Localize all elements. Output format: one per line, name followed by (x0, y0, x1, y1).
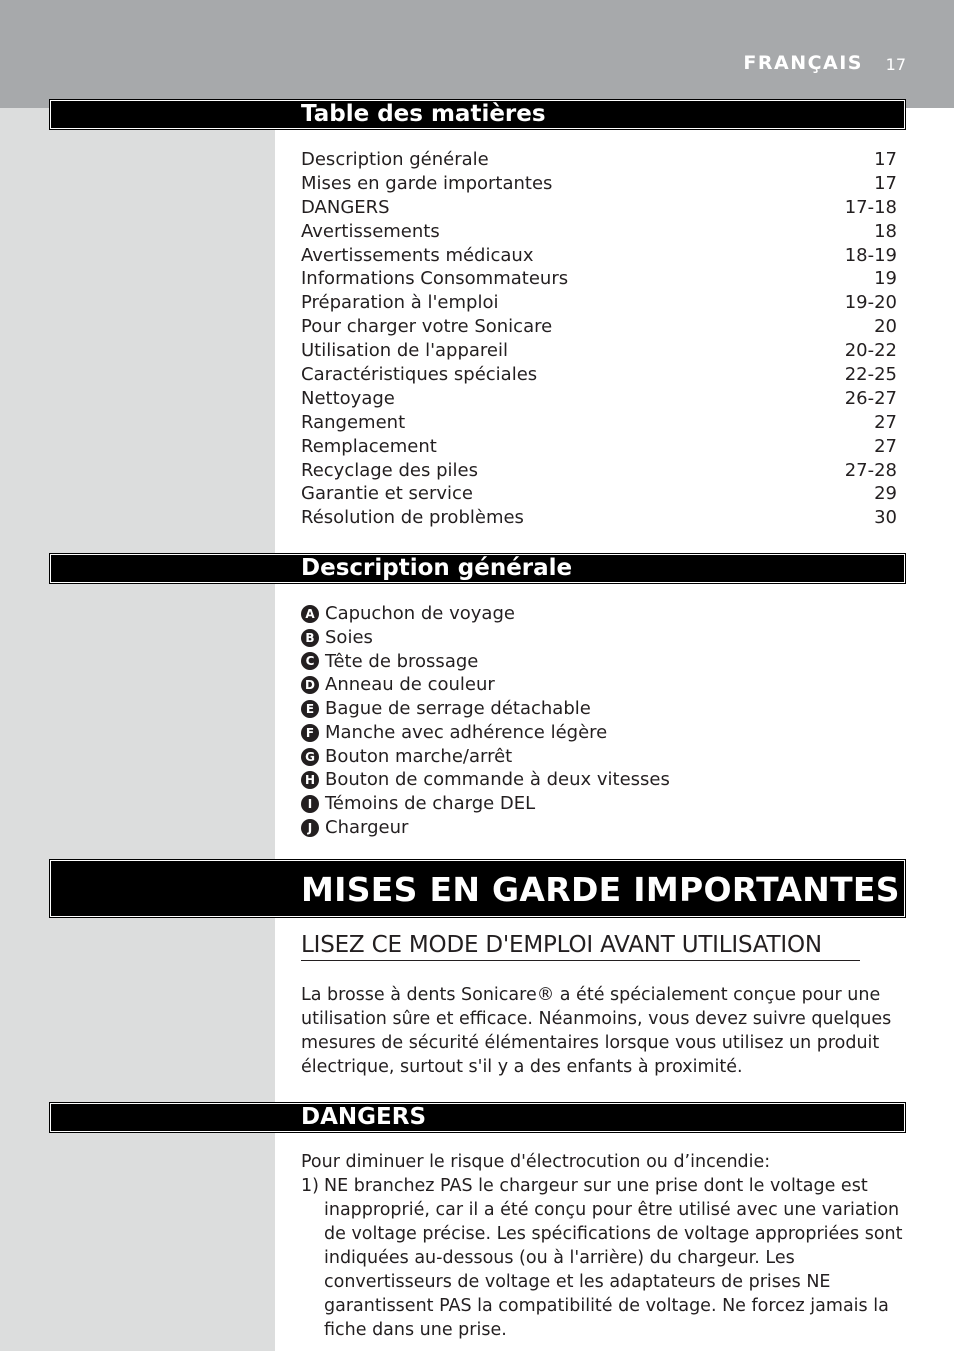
page-number: 17 (885, 55, 906, 74)
part-letter-badge: J (301, 819, 319, 837)
part-letter-badge: E (301, 700, 319, 718)
toc-entry (301, 148, 897, 172)
toc-entry-page: 17 (874, 172, 897, 194)
toc-entry-page: 27 (874, 435, 897, 457)
toc-entry-label: Remplacement (301, 435, 437, 457)
part-label: Bague de serrage détachable (325, 698, 591, 720)
description-title: Description générale (301, 555, 573, 581)
danger-item (301, 1174, 904, 1342)
dangers-title: DANGERS (301, 1104, 427, 1130)
margin-band (0, 108, 275, 1351)
toc-entry-page: 27 (874, 411, 897, 433)
part-letter-badge: F (301, 724, 319, 742)
read-manual-heading: LISEZ CE MODE D'EMPLOI AVANT UTILISATION (301, 930, 860, 961)
toc-entry-page: 26-27 (844, 387, 897, 409)
toc-entry-label: Recyclage des piles (301, 459, 478, 481)
language-label: FRANÇAIS (743, 52, 863, 74)
description-section-bar (50, 554, 905, 583)
danger-item-number: 1) (301, 1176, 319, 1196)
toc-entry-label: Résolution de problèmes (301, 507, 524, 529)
part-label: Capuchon de voyage (325, 602, 515, 624)
toc-entry-label: Caractéristiques spéciales (301, 364, 538, 386)
part-letter-badge: A (301, 605, 319, 623)
part-letter-badge: B (301, 629, 319, 647)
dangers-lead: Pour diminuer le risque d'électrocution ou d’incendie: (301, 1152, 771, 1172)
part-item (301, 745, 670, 769)
toc-entry-page: 27-28 (844, 459, 897, 481)
toc-entry-label: Avertissements (301, 220, 440, 242)
part-item (301, 626, 670, 650)
part-item (301, 792, 670, 816)
toc-entry-label: Nettoyage (301, 387, 395, 409)
warnings-title: MISES EN GARDE IMPORTANTES (301, 870, 900, 909)
toc-entry-page: 19 (874, 268, 897, 290)
part-label: Manche avec adhérence légère (325, 721, 608, 743)
part-item (301, 769, 670, 793)
toc-entry (301, 220, 897, 244)
toc-entry (301, 411, 897, 435)
toc-entry-page: 17 (874, 149, 897, 170)
toc-entry-label: Rangement (301, 411, 406, 433)
part-letter-badge: C (301, 652, 319, 670)
toc-entry (301, 267, 897, 291)
toc-entry-label: Mises en garde importantes (301, 172, 553, 194)
toc-entry-label: Description générale (301, 149, 489, 170)
toc-entry (301, 387, 897, 411)
toc-entry-label: Préparation à l'emploi (301, 292, 499, 314)
part-letter-badge: G (301, 748, 319, 766)
warnings-intro: La brosse à dents Sonicare® a été spécialement conçue pour une utilisation sûre et efficace. Néanmoins, vous devez suivre quelques mesures de sécurité élémentaires lorsque vous utilisez un produit électrique, surtout s'il y a des enfants à proximité. (301, 985, 892, 1077)
toc-entry (301, 435, 897, 459)
toc-entry-page: 20 (874, 316, 897, 338)
toc-entry (301, 482, 897, 506)
part-label: Soies (325, 626, 373, 648)
part-item (301, 721, 670, 745)
warnings-section-bar (50, 860, 905, 917)
toc-entry (301, 506, 897, 530)
toc-entry (301, 315, 897, 339)
part-label: Bouton marche/arrêt (325, 745, 513, 767)
part-letter-badge: D (301, 676, 319, 694)
toc-entry-page: 18 (874, 220, 897, 242)
toc-section-bar (50, 100, 905, 129)
toc-entry-label: Informations Consommateurs (301, 268, 569, 290)
part-label: Bouton de commande à deux vitesses (325, 769, 670, 791)
toc-entry (301, 291, 897, 315)
toc-list (301, 148, 897, 530)
part-letter-badge: I (301, 795, 319, 813)
part-label: Anneau de couleur (325, 674, 495, 696)
part-letter-badge: H (301, 771, 319, 789)
part-label: Tête de brossage (325, 650, 479, 672)
parts-list (301, 602, 670, 840)
toc-entry-page: 30 (874, 507, 897, 529)
part-label: Chargeur (325, 817, 409, 839)
part-item (301, 697, 670, 721)
toc-entry (301, 339, 897, 363)
toc-entry-label: Pour charger votre Sonicare (301, 316, 553, 338)
toc-entry-page: 17-18 (844, 196, 897, 218)
toc-entry-page: 29 (874, 483, 897, 505)
toc-entry-page: 19-20 (844, 292, 897, 314)
part-item (301, 673, 670, 697)
part-item (301, 816, 670, 840)
part-item (301, 602, 670, 626)
toc-entry-label: Utilisation de l'appareil (301, 340, 509, 362)
toc-entry (301, 172, 897, 196)
dangers-section-bar (50, 1103, 905, 1132)
toc-entry-page: 22-25 (844, 364, 897, 386)
toc-entry-page: 18-19 (844, 244, 897, 266)
toc-entry-page: 20-22 (844, 340, 897, 362)
toc-title: Table des matières (301, 101, 546, 127)
toc-entry (301, 363, 897, 387)
toc-entry-label: Avertissements médicaux (301, 244, 534, 266)
toc-entry-label: DANGERS (301, 196, 390, 218)
dangers-list (301, 1174, 904, 1342)
toc-entry (301, 196, 897, 220)
toc-entry-label: Garantie et service (301, 483, 474, 505)
toc-entry (301, 244, 897, 268)
toc-entry (301, 459, 897, 483)
part-label: Témoins de charge DEL (325, 793, 536, 815)
danger-item-text: NE branchez PAS le chargeur sur une prise dont le voltage est inapproprié, car il a été conçu pour être utilisé avec une variation de voltage précise. Les spécifications de voltage appropriées sont indiquées au-dessous (ou à l'arrière) du chargeur. Les convertisseurs de voltage et les adaptateurs de prises NE garantissent PAS la compatibilité de voltage. Ne forcez jamais la fiche dans une prise. (324, 1176, 903, 1340)
part-item (301, 650, 670, 674)
